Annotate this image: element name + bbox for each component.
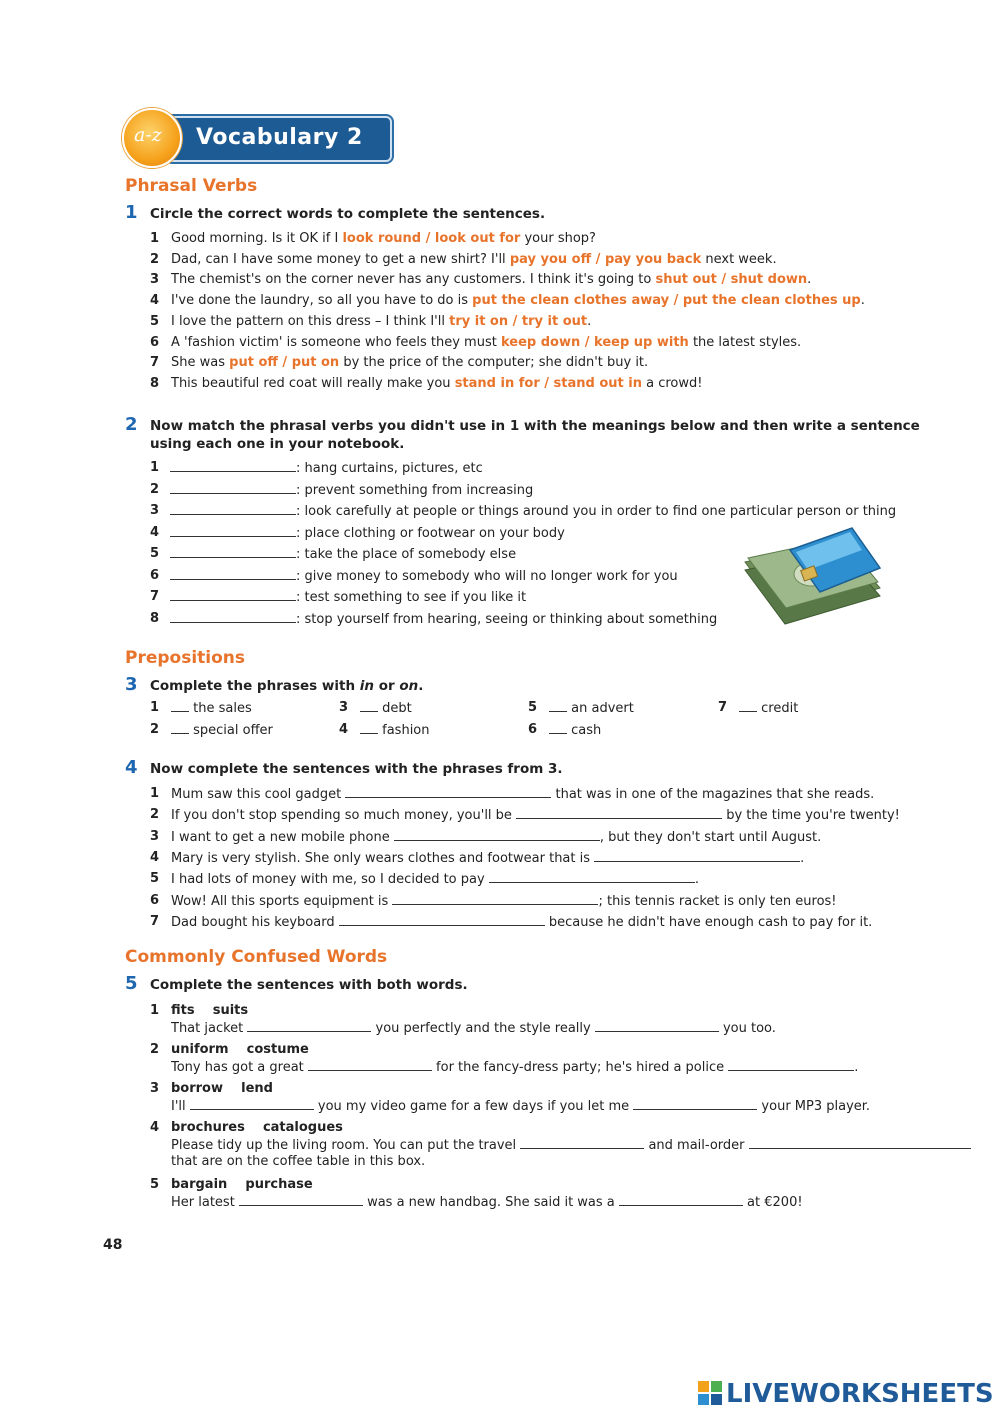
definition bbox=[170, 568, 678, 584]
item-number: 7 bbox=[150, 589, 160, 604]
word-1: fits bbox=[171, 1003, 195, 1018]
sentence-text: Dad bought his keyboard bbox=[171, 914, 339, 930]
sentence-text: Mary is very stylish. She only wears clothes and footwear that is bbox=[171, 850, 595, 866]
item-number: 5 bbox=[528, 700, 538, 715]
preposition-blank[interactable] bbox=[171, 700, 189, 712]
definition bbox=[170, 460, 483, 476]
item-number: 8 bbox=[150, 375, 160, 391]
item-number: 5 bbox=[150, 546, 160, 561]
section-commonly-confused-words: Commonly Confused Words bbox=[125, 947, 388, 967]
liveworksheets-wordmark: LIVEWORKSHEETS bbox=[726, 1379, 994, 1409]
phrasal-verb-options[interactable]: put off / put on bbox=[229, 355, 340, 371]
sentence bbox=[171, 807, 900, 823]
sentence-text: I've done the laundry, so all you have to do is bbox=[171, 293, 473, 309]
exercise-5-instruction: Complete the sentences with both words. bbox=[150, 977, 468, 993]
item-number: 5 bbox=[150, 871, 160, 887]
definition bbox=[170, 611, 717, 627]
item-number: 7 bbox=[150, 355, 160, 371]
answer-blank[interactable] bbox=[595, 1020, 719, 1032]
answer-blank[interactable] bbox=[489, 871, 695, 883]
period: . bbox=[418, 678, 424, 694]
word-1: brochures bbox=[171, 1120, 245, 1135]
exercise-1-number: 1 bbox=[125, 202, 138, 223]
word-pair bbox=[171, 1120, 343, 1135]
word-pair bbox=[171, 1042, 309, 1057]
sentence-text: Good morning. Is it OK if I bbox=[171, 231, 343, 246]
sentence-text: and mail-order bbox=[644, 1138, 749, 1153]
sentence-text: I'll bbox=[171, 1099, 190, 1114]
phrase bbox=[171, 700, 252, 716]
preposition-blank[interactable] bbox=[171, 722, 189, 734]
phrasal-verb-options[interactable]: try it on / try it out bbox=[449, 313, 588, 329]
item-number: 7 bbox=[718, 700, 728, 715]
item-number: 4 bbox=[339, 722, 349, 737]
sentence-text: a crowd! bbox=[641, 375, 703, 391]
word-or: or bbox=[374, 678, 400, 694]
definition-text: : give money to somebody who will no longer work for you bbox=[296, 568, 678, 584]
item-number: 1 bbox=[150, 460, 160, 475]
sentence bbox=[171, 914, 872, 930]
liveworksheets-logo bbox=[698, 1379, 994, 1409]
sentence bbox=[171, 314, 591, 329]
answer-blank[interactable] bbox=[247, 1020, 371, 1032]
sentence-text: that was in one of the magazines that she reads. bbox=[551, 787, 875, 802]
word-2: costume bbox=[246, 1042, 309, 1057]
sentence bbox=[171, 1020, 776, 1036]
exercise-3-instruction-text: Complete the phrases with bbox=[150, 678, 360, 694]
sentence-text: I love the pattern on this dress – I think I'll bbox=[171, 313, 450, 329]
phrase-text: special offer bbox=[193, 723, 273, 738]
sentence-text: Her latest bbox=[171, 1195, 239, 1210]
item-number: 5 bbox=[150, 313, 160, 329]
sentence-text: She was bbox=[171, 355, 230, 371]
phrase-text: credit bbox=[761, 701, 799, 716]
sentence bbox=[171, 1137, 971, 1153]
sentence bbox=[171, 376, 702, 391]
phrasal-verb-blank[interactable] bbox=[170, 611, 296, 623]
phrase-text: debt bbox=[382, 701, 412, 716]
phrase-text: an advert bbox=[571, 701, 634, 716]
definition-text: : test something to see if you like it bbox=[296, 590, 527, 605]
exercise-3-number: 3 bbox=[125, 674, 138, 695]
item-number: 4 bbox=[150, 524, 160, 540]
sentence-text: A 'fashion victim' is someone who feels they must bbox=[171, 334, 501, 350]
phrasal-verb-blank[interactable] bbox=[170, 460, 296, 472]
section-prepositions: Prepositions bbox=[125, 648, 246, 668]
item-number: 6 bbox=[150, 892, 160, 908]
sentence-text: for the fancy-dress party; he's hired a police bbox=[431, 1060, 729, 1075]
sentence-text: by the price of the computer; she didn't buy it. bbox=[339, 355, 649, 371]
exercise-2-instruction-line2: using each one in your notebook. bbox=[150, 436, 405, 452]
word-1: borrow bbox=[171, 1081, 223, 1096]
word-in: in bbox=[359, 678, 375, 694]
word-2: suits bbox=[212, 1003, 249, 1018]
definition-text: : take the place of somebody else bbox=[296, 547, 517, 562]
answer-blank[interactable] bbox=[190, 1098, 314, 1110]
money-and-credit-card-image bbox=[740, 520, 890, 630]
sentence-text: If you don't stop spending so much money, you'll be bbox=[171, 808, 517, 824]
sentence-text: by the time you're twenty! bbox=[722, 808, 900, 824]
exercise-1-instruction: Circle the correct words to complete the sentences. bbox=[150, 206, 546, 222]
word-1: bargain bbox=[171, 1177, 228, 1192]
item-number: 2 bbox=[150, 807, 160, 823]
definition bbox=[170, 546, 516, 562]
answer-blank[interactable] bbox=[749, 1137, 971, 1149]
item-number: 7 bbox=[150, 913, 160, 929]
sentence-text: Mum saw this cool gadget bbox=[171, 787, 346, 802]
item-number: 3 bbox=[150, 503, 160, 518]
phrasal-verb-blank[interactable] bbox=[170, 525, 296, 537]
answer-blank[interactable] bbox=[619, 1194, 743, 1206]
phrase bbox=[360, 700, 412, 716]
phrasal-verb-blank[interactable] bbox=[170, 546, 296, 558]
phrasal-verb-options[interactable]: shut out / shut down bbox=[655, 272, 808, 288]
exercise-4-instruction: Now complete the sentences with the phrases from 3. bbox=[150, 761, 563, 777]
sentence bbox=[171, 293, 865, 308]
answer-blank[interactable] bbox=[239, 1194, 363, 1206]
phrasal-verb-options[interactable]: look round / look out for bbox=[342, 231, 521, 246]
sentence-text: That jacket bbox=[171, 1021, 248, 1036]
sentence bbox=[171, 829, 821, 845]
definition-text: : stop yourself from hearing, seeing or thinking about something bbox=[296, 611, 718, 627]
sentence bbox=[171, 1098, 870, 1114]
phrasal-verb-blank[interactable] bbox=[170, 568, 296, 580]
word-on: on bbox=[399, 678, 419, 694]
word-pair bbox=[171, 1177, 313, 1192]
definition bbox=[170, 503, 896, 519]
preposition-blank[interactable] bbox=[739, 700, 757, 712]
sentence-text: Wow! All this sports equipment is bbox=[171, 893, 393, 909]
sentence-text: The chemist's on the corner never has any customers. I think it's going to bbox=[171, 272, 656, 288]
item-number: 1 bbox=[150, 231, 160, 246]
sentence-continued bbox=[171, 1154, 425, 1169]
item-number: 3 bbox=[339, 700, 349, 715]
answer-blank[interactable] bbox=[633, 1098, 757, 1110]
phrase-text: cash bbox=[571, 723, 602, 738]
answer-blank[interactable] bbox=[339, 914, 545, 926]
answer-blank[interactable] bbox=[392, 893, 598, 905]
item-number: 6 bbox=[150, 567, 160, 583]
item-number: 6 bbox=[528, 722, 538, 737]
answer-blank[interactable] bbox=[520, 1137, 644, 1149]
word-2: catalogues bbox=[262, 1120, 343, 1135]
phrase-text: fashion bbox=[382, 723, 430, 738]
preposition-blank[interactable] bbox=[549, 722, 567, 734]
item-number: 2 bbox=[150, 722, 160, 737]
answer-blank[interactable] bbox=[728, 1059, 854, 1071]
item-number: 4 bbox=[150, 849, 160, 865]
page-title: Vocabulary 2 bbox=[196, 125, 363, 150]
item-number: 2 bbox=[150, 481, 160, 497]
title-banner bbox=[166, 116, 392, 162]
phrase bbox=[360, 722, 430, 738]
word-pair bbox=[171, 1081, 273, 1096]
word-1: uniform bbox=[171, 1042, 229, 1057]
sentence bbox=[171, 335, 801, 350]
sentence-text: . bbox=[807, 272, 812, 288]
sentence-text: that are on the coffee table in this box. bbox=[171, 1154, 426, 1169]
sentence-text: Tony has got a great bbox=[171, 1060, 308, 1075]
item-number: 1 bbox=[150, 1003, 160, 1018]
sentence bbox=[171, 871, 699, 887]
sentence bbox=[171, 272, 811, 287]
sentence bbox=[171, 850, 804, 866]
phrase bbox=[739, 700, 798, 716]
phrase-text: the sales bbox=[193, 701, 252, 716]
phrasal-verb-blank[interactable] bbox=[170, 503, 296, 515]
word-pair bbox=[171, 1003, 248, 1018]
sentence-text: you perfectly and the style really bbox=[371, 1021, 595, 1036]
item-number: 8 bbox=[150, 610, 160, 626]
definition-text: : place clothing or footwear on your body bbox=[296, 525, 565, 541]
sentence-text: . bbox=[800, 850, 805, 866]
sentence bbox=[171, 1194, 803, 1210]
sentence-text: because he didn't have enough cash to pay for it. bbox=[544, 914, 873, 930]
answer-blank[interactable] bbox=[394, 829, 600, 841]
page-number: 48 bbox=[103, 1237, 123, 1253]
sentence bbox=[171, 231, 596, 246]
phrase bbox=[549, 722, 601, 738]
phrasal-verb-options[interactable]: pay you off / pay you back bbox=[509, 251, 702, 267]
phrase bbox=[171, 722, 273, 738]
item-number: 3 bbox=[150, 828, 160, 844]
sentence-text: ; this tennis racket is only ten euros! bbox=[598, 893, 837, 909]
phrasal-verb-blank[interactable] bbox=[170, 589, 296, 601]
answer-blank[interactable] bbox=[308, 1059, 432, 1071]
sentence-text: . bbox=[587, 313, 592, 329]
sentence-text: at €200! bbox=[742, 1195, 803, 1210]
sentence-text: you too. bbox=[718, 1021, 776, 1036]
definition-text: : look carefully at people or things around you in order to find one particular person or thing bbox=[296, 504, 897, 519]
definition-text: : hang curtains, pictures, etc bbox=[296, 461, 483, 476]
sentence-text: I had lots of money with me, so I decided to pay bbox=[171, 872, 489, 888]
item-number: 3 bbox=[150, 272, 160, 288]
item-number: 3 bbox=[150, 1081, 160, 1096]
a-z-icon-text: a-z bbox=[134, 124, 162, 146]
item-number: 2 bbox=[150, 1042, 160, 1057]
phrasal-verb-blank[interactable] bbox=[170, 482, 296, 494]
item-number: 5 bbox=[150, 1177, 160, 1192]
phrase bbox=[549, 700, 634, 716]
a-z-icon bbox=[122, 108, 182, 168]
liveworksheets-icon bbox=[698, 1381, 722, 1405]
item-number: 1 bbox=[150, 786, 160, 801]
section-phrasal-verbs: Phrasal Verbs bbox=[125, 176, 258, 196]
item-number: 6 bbox=[150, 334, 160, 350]
preposition-blank[interactable] bbox=[360, 700, 378, 712]
definition bbox=[170, 482, 533, 498]
sentence-text: next week. bbox=[701, 251, 777, 267]
sentence-text: was a new handbag. She said it was a bbox=[362, 1195, 619, 1210]
sentence-text: you my video game for a few days if you let me bbox=[313, 1099, 634, 1114]
sentence bbox=[171, 252, 777, 267]
sentence-text: Please tidy up the living room. You can put the travel bbox=[171, 1138, 521, 1153]
phrasal-verb-options[interactable]: stand in for / stand out in bbox=[454, 375, 642, 391]
sentence-text: your shop? bbox=[520, 231, 596, 246]
definition-text: : prevent something from increasing bbox=[296, 482, 534, 498]
sentence bbox=[171, 1059, 858, 1075]
exercise-4-number: 4 bbox=[125, 757, 138, 778]
preposition-blank[interactable] bbox=[360, 722, 378, 734]
sentence-text: , but they don't start until August. bbox=[599, 829, 822, 845]
item-number: 1 bbox=[150, 700, 160, 715]
vocabulary-badge bbox=[122, 108, 390, 166]
phrasal-verb-options[interactable]: put the clean clothes away / put the clean clothes up bbox=[472, 293, 861, 309]
sentence bbox=[171, 893, 837, 909]
sentence-text: . bbox=[694, 872, 699, 888]
sentence-text: the latest styles. bbox=[688, 334, 802, 350]
answer-blank[interactable] bbox=[345, 786, 551, 798]
item-number: 2 bbox=[150, 251, 160, 267]
sentence-text: I want to get a new mobile phone bbox=[171, 829, 394, 845]
item-number: 4 bbox=[150, 293, 160, 309]
sentence-text: This beautiful red coat will really make you bbox=[171, 375, 455, 391]
sentence-text: . bbox=[854, 1060, 859, 1075]
sentence bbox=[171, 355, 648, 370]
exercise-2-instruction-line1: Now match the phrasal verbs you didn't use in 1 with the meanings below and then write a sentence bbox=[150, 418, 920, 434]
answer-blank[interactable] bbox=[516, 807, 722, 819]
preposition-blank[interactable] bbox=[549, 700, 567, 712]
phrasal-verb-options[interactable]: keep down / keep up with bbox=[500, 334, 689, 350]
sentence bbox=[171, 786, 874, 802]
exercise-5-number: 5 bbox=[125, 973, 138, 994]
word-2: purchase bbox=[245, 1177, 313, 1192]
item-number: 4 bbox=[150, 1120, 160, 1135]
sentence-text: Dad, can I have some money to get a new shirt? I'll bbox=[171, 251, 510, 267]
sentence-text: your MP3 player. bbox=[757, 1099, 871, 1114]
exercise-2-number: 2 bbox=[125, 414, 138, 435]
definition bbox=[170, 525, 565, 541]
definition bbox=[170, 589, 526, 605]
exercise-3-instruction bbox=[150, 677, 423, 695]
word-2: lend bbox=[241, 1081, 273, 1096]
answer-blank[interactable] bbox=[594, 850, 800, 862]
sentence-text: . bbox=[860, 293, 865, 309]
